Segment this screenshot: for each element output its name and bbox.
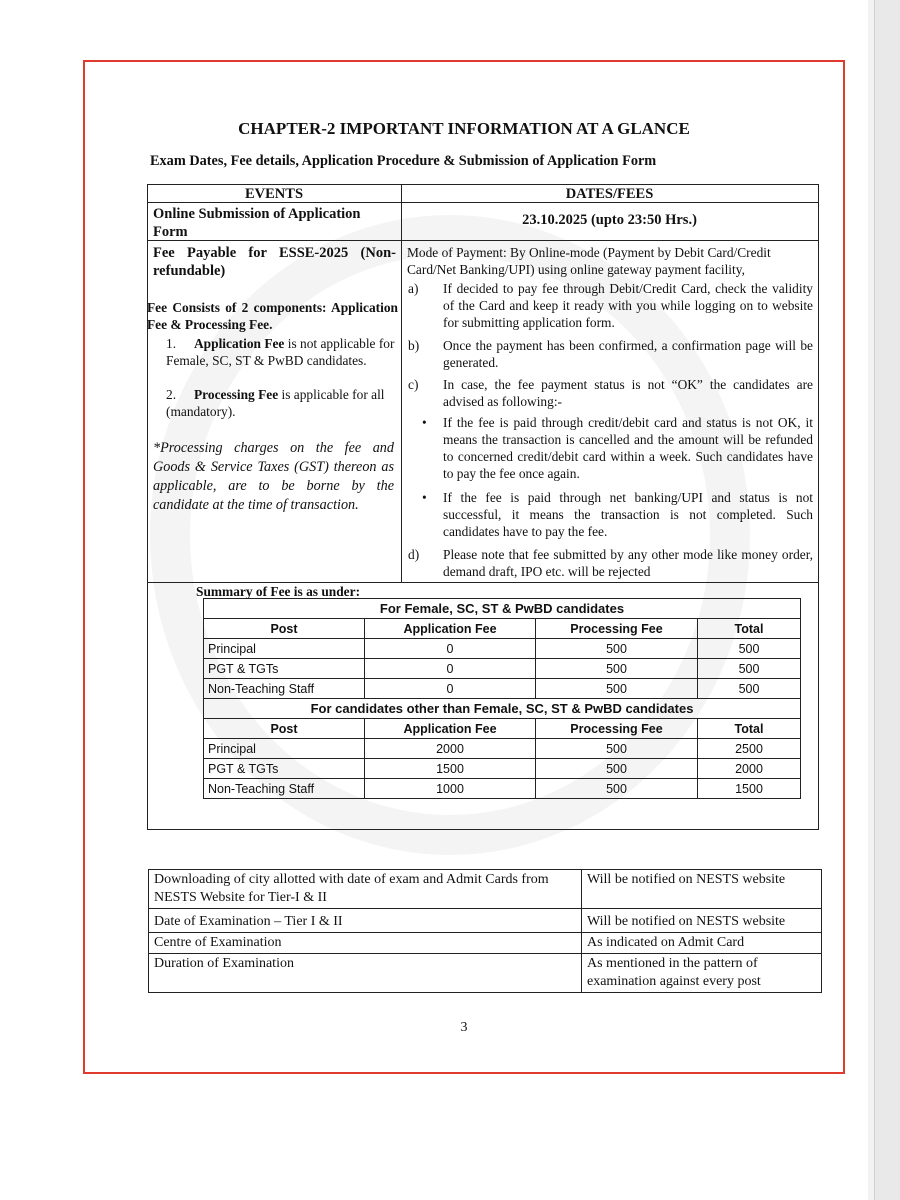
cell-post: Principal [204, 739, 365, 759]
item-b-label: b) [408, 338, 420, 353]
item-text: is applicable for all (mandatory). [166, 387, 385, 419]
cell-application-fee: 0 [365, 639, 536, 659]
cell-total: 2500 [698, 739, 801, 759]
header-dates-fees: DATES/FEES [565, 186, 654, 202]
table-row [204, 639, 801, 659]
table-row [204, 659, 801, 679]
item-d-label: d) [408, 547, 420, 562]
item-a-label: a) [408, 281, 419, 296]
bullet-netbanking-payment: If the fee is paid through net banking/UPI and status is not successful, it means the transaction is not completed. Such candidates have to pay the fee. [443, 490, 813, 539]
exam-schedule-table [148, 869, 822, 993]
cell-post: Non-Teaching Staff [204, 679, 365, 699]
table-border-bottom [147, 829, 819, 830]
cell-processing-fee: 500 [536, 679, 698, 699]
payment-mode-text: Mode of Payment: By Online-mode (Payment by Debit Card/Credit Card/Net Banking/UPI) using online gateway payment facility, [407, 245, 771, 277]
column-header-post: Post [204, 719, 365, 739]
cell-post: Non-Teaching Staff [204, 779, 365, 799]
page-subtitle: Exam Dates, Fee details, Application Procedure & Submission of Application Form [150, 153, 657, 169]
table-row [204, 759, 801, 779]
cell-event: Centre of Examination [149, 933, 582, 954]
fee-section-general: For candidates other than Female, SC, ST & PwBD candidates [204, 699, 801, 719]
cell-application-fee: 1500 [365, 759, 536, 779]
cell-total: 2000 [698, 759, 801, 779]
cell-post: PGT & TGTs [204, 759, 365, 779]
page-title: CHAPTER-2 IMPORTANT INFORMATION AT A GLANCE [238, 119, 690, 138]
column-header-application-fee: Application Fee [365, 719, 536, 739]
table-row [204, 679, 801, 699]
cell-application-fee: 0 [365, 659, 536, 679]
fee-summary-table [203, 598, 801, 799]
bullet-icon: • [422, 490, 427, 505]
column-header-total: Total [698, 719, 801, 739]
table-row [149, 933, 822, 954]
item-text: is not applicable for Female, SC, ST & PwBD candidates. [166, 336, 395, 368]
page-number: 3 [460, 1020, 468, 1035]
cell-processing-fee: 500 [536, 659, 698, 679]
fee-summary-caption: Summary of Fee is as under: [196, 584, 361, 599]
cell-processing-fee: 500 [536, 759, 698, 779]
cell-status: Will be notified on NESTS website [582, 870, 822, 909]
item-bold-label: Application Fee [194, 336, 285, 351]
cell-status: As mentioned in the pattern of examination against every post [582, 954, 822, 993]
cell-event: Downloading of city allotted with date of exam and Admit Cards from NESTS Website for Tier-I & II [149, 870, 582, 909]
table-border-top [147, 184, 819, 185]
table-border-right [818, 184, 819, 830]
table-row2-divider [147, 582, 819, 583]
fee-section-reserved: For Female, SC, ST & PwBD candidates [204, 599, 801, 619]
table-row [204, 779, 801, 799]
cell-application-fee: 2000 [365, 739, 536, 759]
event-fee-payable: Fee Payable for ESSE-2025 (Non-refundable) [153, 245, 396, 279]
item-d-text: Please note that fee submitted by any other mode like money order, demand draft, IPO etc. will be rejected [443, 547, 813, 579]
header-events: EVENTS [244, 186, 304, 202]
item-number: 1. [166, 336, 177, 351]
adjacent-page-edge [874, 0, 900, 1200]
column-header-total: Total [698, 619, 801, 639]
table-row [149, 870, 822, 909]
table-column-divider [401, 184, 402, 582]
cell-total: 500 [698, 639, 801, 659]
column-header-processing-fee: Processing Fee [536, 719, 698, 739]
table-row [149, 909, 822, 933]
table-border-left [147, 184, 148, 830]
cell-application-fee: 0 [365, 679, 536, 699]
cell-total: 500 [698, 679, 801, 699]
cell-event: Date of Examination – Tier I & II [149, 909, 582, 933]
table-row [149, 954, 822, 993]
table-row [204, 739, 801, 759]
cell-processing-fee: 500 [536, 639, 698, 659]
cell-event: Duration of Examination [149, 954, 582, 993]
item-c-text: In case, the fee payment status is not “OK” the candidates are advised as following:- [443, 377, 813, 409]
item-b-text: Once the payment has been confirmed, a confirmation page will be generated. [443, 338, 813, 370]
date-online-submission: 23.10.2025 (upto 23:50 Hrs.) [522, 212, 697, 228]
event-online-submission: Online Submission of Application Form [153, 206, 361, 240]
cell-post: Principal [204, 639, 365, 659]
column-header-processing-fee: Processing Fee [536, 619, 698, 639]
item-bold-label: Processing Fee [194, 387, 279, 402]
cell-processing-fee: 500 [536, 739, 698, 759]
cell-total: 1500 [698, 779, 801, 799]
fee-component-item-1 [166, 335, 396, 369]
processing-charges-note: *Processing charges on the fee and Goods & Service Taxes (GST) thereon as applicable, are to be borne by the candidate at the time of transaction. [153, 440, 394, 513]
column-header-application-fee: Application Fee [365, 619, 536, 639]
cell-total: 500 [698, 659, 801, 679]
column-header-post: Post [204, 619, 365, 639]
cell-post: PGT & TGTs [204, 659, 365, 679]
item-number: 2. [166, 387, 177, 402]
cell-status: Will be notified on NESTS website [582, 909, 822, 933]
bullet-card-payment: If the fee is paid through credit/debit card and status is not OK, it means the transaction is cancelled and the amount will be refunded to concerned credit/debit card within a week. Such candidates have to pay the fee once again. [443, 415, 813, 481]
cell-status: As indicated on Admit Card [582, 933, 822, 954]
bullet-icon: • [422, 415, 427, 430]
item-c-label: c) [408, 377, 419, 392]
item-a-text: If decided to pay fee through Debit/Credit Card, check the validity of the Card and keep it ready with you while logging on to website for submitting application form. [443, 281, 813, 330]
cell-processing-fee: 500 [536, 779, 698, 799]
fee-components-text: Fee Consists of 2 components: Application Fee & Processing Fee. [147, 300, 398, 332]
fee-component-item-2 [166, 386, 386, 420]
cell-application-fee: 1000 [365, 779, 536, 799]
